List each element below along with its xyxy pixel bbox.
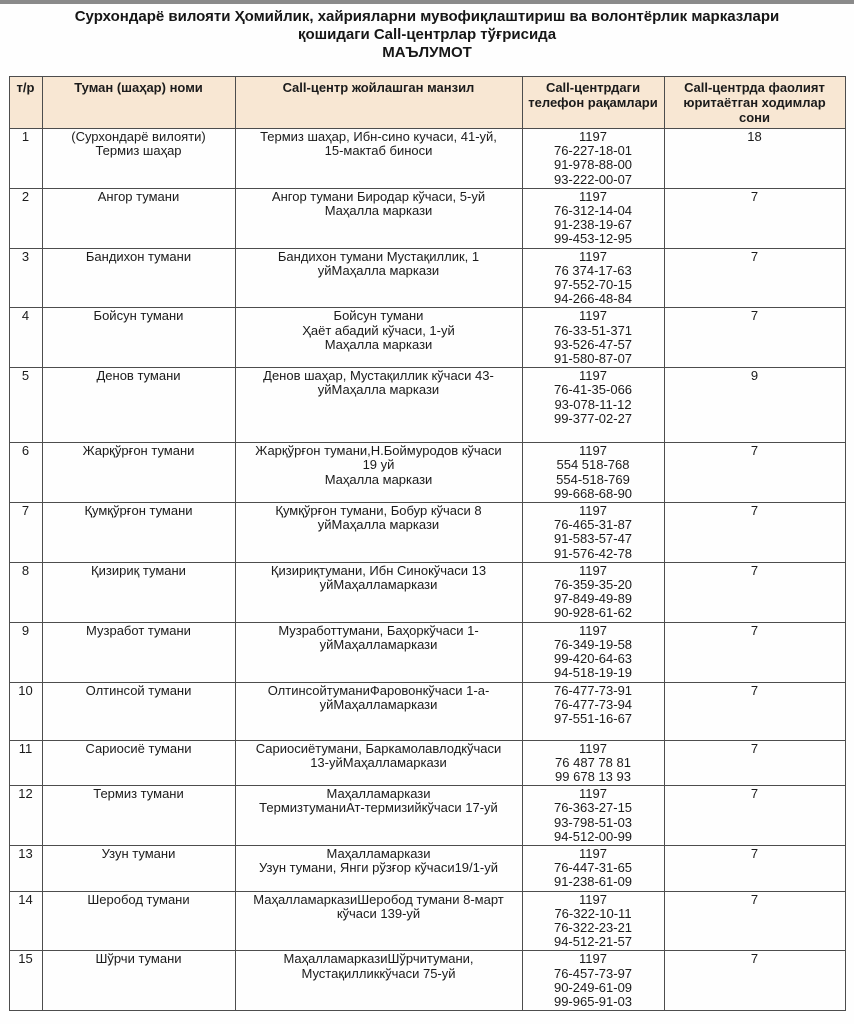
district-name-cell: (Сурхондарё вилояти) Термиз шаҳар [42,129,235,189]
table-row [9,368,845,443]
phone-numbers-cell: 1197 76-359-35-20 97-849-49-89 90-928-61-62 [522,562,664,622]
table-header-row [9,77,845,129]
row-number-cell: 11 [9,740,42,786]
document-title [27,8,827,62]
district-name-cell: Сариосиё тумани [42,740,235,786]
address-cell: Термиз шаҳар, Ибн-сино кучаси, 41-уй, 15-мактаб биноси [235,129,522,189]
phone-numbers-cell: 1197 76-363-27-15 93-798-51-03 94-512-00-99 [522,786,664,846]
table-body [9,129,845,1011]
header-row-number: т/р [9,77,42,129]
address-cell: МаҳалламарказиШўрчитумани, Мустақилликкўчаси 75-уй [235,951,522,1011]
row-number-cell: 1 [9,129,42,189]
employee-count-cell: 7 [664,503,845,563]
row-number-cell: 15 [9,951,42,1011]
address-cell: Сариосиётумани, Баркамолавлодкўчаси 13-уйМаҳалламаркази [235,740,522,786]
district-name-cell: Термиз тумани [42,786,235,846]
table-row [9,188,845,248]
address-cell: ОлтинсойтуманиФаровонкўчаси 1-а- уйМаҳалламаркази [235,682,522,740]
district-name-cell: Музработ тумани [42,622,235,682]
district-name-cell: Бандихон тумани [42,248,235,308]
title-line-2: қошидаги Call-центрлар тўғрисида [297,26,557,43]
phone-numbers-cell: 1197 76-41-35-066 93-078-11-12 99-377-02-27 [522,368,664,443]
address-cell: Бандихон тумани Мустақиллик, 1 уйМаҳалла маркази [235,248,522,308]
employee-count-cell: 7 [664,845,845,891]
row-number-cell: 7 [9,503,42,563]
phone-numbers-cell: 76-477-73-91 76-477-73-94 97-551-16-67 [522,682,664,740]
district-name-cell: Олтинсой тумани [42,682,235,740]
row-number-cell: 6 [9,443,42,503]
employee-count-cell: 7 [664,786,845,846]
district-name-cell: Жарқўрғон тумани [42,443,235,503]
table-row [9,740,845,786]
address-cell: Бойсун тумани Ҳаёт абадий кўчаси, 1-уй Маҳалла маркази [235,308,522,368]
district-name-cell: Денов тумани [42,368,235,443]
row-number-cell: 3 [9,248,42,308]
employee-count-cell: 7 [664,248,845,308]
employee-count-cell: 7 [664,740,845,786]
header-phone-numbers: Call-центрдаги телефон рақамлари [522,77,664,129]
phone-numbers-cell: 1197 76-465-31-87 91-583-57-47 91-576-42-78 [522,503,664,563]
address-cell: Маҳалламаркази Узун тумани, Янги рўзғор кўчаси19/1-уй [235,845,522,891]
employee-count-cell: 7 [664,188,845,248]
table-row [9,129,845,189]
scan-edge-artifact-top [0,0,854,4]
district-name-cell: Ангор тумани [42,188,235,248]
title-line-1: Сурхондарё вилояти Ҳомийлик, хайрияларни мувофиқлаштириш ва волонтёрлик марказлари [74,8,780,25]
address-cell: Ангор тумани Биродар кўчаси, 5-уй Маҳалла маркази [235,188,522,248]
phone-numbers-cell: 1197 76-33-51-371 93-526-47-57 91-580-87-07 [522,308,664,368]
district-name-cell: Узун тумани [42,845,235,891]
address-cell: Музработтумани, Баҳоркўчаси 1- уйМаҳалламаркази [235,622,522,682]
table-row [9,248,845,308]
employee-count-cell: 9 [664,368,845,443]
district-name-cell: Қумқўрғон тумани [42,503,235,563]
district-name-cell: Бойсун тумани [42,308,235,368]
row-number-cell: 9 [9,622,42,682]
row-number-cell: 8 [9,562,42,622]
phone-numbers-cell: 1197 76-447-31-65 91-238-61-09 [522,845,664,891]
address-cell: Қизириқтумани, Ибн Синокўчаси 13 уйМаҳалламаркази [235,562,522,622]
district-name-cell: Шўрчи тумани [42,951,235,1011]
call-center-info-table [9,76,846,1011]
district-name-cell: Шеробод тумани [42,891,235,951]
table-row [9,503,845,563]
row-number-cell: 2 [9,188,42,248]
table-row [9,622,845,682]
row-number-cell: 14 [9,891,42,951]
table-row [9,308,845,368]
header-address: Call-центр жойлашган манзил [235,77,522,129]
table-row [9,786,845,846]
phone-numbers-cell: 1197 554 518-768 554-518-769 99-668-68-90 [522,443,664,503]
employee-count-cell: 7 [664,443,845,503]
employee-count-cell: 18 [664,129,845,189]
row-number-cell: 10 [9,682,42,740]
header-employee-count: Call-центрда фаолият юритаётган ходимлар сони [664,77,845,129]
table-row [9,562,845,622]
address-cell: Денов шаҳар, Мустақиллик кўчаси 43- уйМаҳалла маркази [235,368,522,443]
employee-count-cell: 7 [664,951,845,1011]
employee-count-cell: 7 [664,891,845,951]
header-district-name: Туман (шаҳар) номи [42,77,235,129]
phone-numbers-cell: 1197 76 374-17-63 97-552-70-15 94-266-48-84 [522,248,664,308]
district-name-cell: Қизириқ тумани [42,562,235,622]
table-row [9,443,845,503]
employee-count-cell: 7 [664,308,845,368]
table-row [9,891,845,951]
row-number-cell: 4 [9,308,42,368]
phone-numbers-cell: 1197 76 487 78 81 99 678 13 93 [522,740,664,786]
table-row [9,682,845,740]
address-cell: Маҳалламаркази ТермизтуманиАт-термизийкўчаси 17-уй [235,786,522,846]
phone-numbers-cell: 1197 76-349-19-58 99-420-64-63 94-518-19-19 [522,622,664,682]
phone-numbers-cell: 1197 76-322-10-11 76-322-23-21 94-512-21-57 [522,891,664,951]
phone-numbers-cell: 1197 76-457-73-97 90-249-61-09 99-965-91-03 [522,951,664,1011]
address-cell: МаҳалламарказиШеробод тумани 8-март кўчаси 139-уй [235,891,522,951]
table-row [9,951,845,1011]
address-cell: Жарқўрғон тумани,Н.Боймуродов кўчаси 19 уй Маҳалла маркази [235,443,522,503]
phone-numbers-cell: 1197 76-312-14-04 91-238-19-67 99-453-12-95 [522,188,664,248]
employee-count-cell: 7 [664,562,845,622]
employee-count-cell: 7 [664,682,845,740]
table-row [9,845,845,891]
phone-numbers-cell: 1197 76-227-18-01 91-978-88-00 93-222-00-07 [522,129,664,189]
title-line-3: МАЪЛУМОТ [382,44,472,61]
employee-count-cell: 7 [664,622,845,682]
row-number-cell: 12 [9,786,42,846]
address-cell: Қумқўрғон тумани, Бобур кўчаси 8 уйМаҳалла маркази [235,503,522,563]
row-number-cell: 5 [9,368,42,443]
row-number-cell: 13 [9,845,42,891]
